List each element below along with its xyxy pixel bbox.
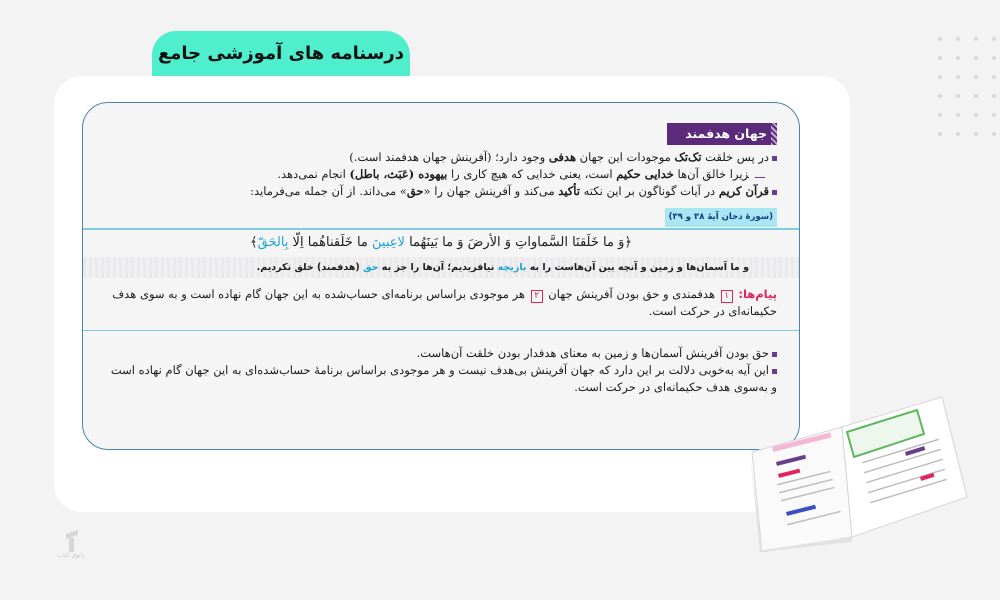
book-page-excerpt — [82, 102, 800, 450]
messages-block: پیام‌ها: ۱ هدفمندی و حق بودن آفرینش جهان ۲ هر موجودی براساس برنامه‌ای حساب‌شده به این جهان گام نهاده است و به سوی هدف حکیمانه‌ای در حرکت است. — [112, 286, 777, 318]
messages-label: پیام‌ها: — [738, 286, 777, 301]
bottom-point-1: حق بودن آفرینش آسمان‌ها و زمین به معنای هدفدار بودن خلقت آن‌هاست. — [105, 345, 777, 362]
bullet-icon — [772, 156, 777, 161]
sub-point-icon: ـــ — [754, 167, 765, 181]
logo-text: پاتوق کتاب — [57, 552, 85, 559]
paragraph-line-1: در پس خلقت تک‌تک موجودات این جهان هدفی وجود دارد؛ (آفرینش جهان هدفمند است.) — [105, 149, 777, 166]
number-badge-2: ۲ — [531, 290, 543, 303]
bullet-icon — [772, 352, 777, 357]
header-tab — [152, 31, 410, 76]
section-title: جهان هدفمند — [667, 123, 777, 145]
number-badge-1: ۱ — [721, 290, 733, 303]
brand-logo — [54, 530, 88, 559]
bullet-icon — [772, 190, 777, 195]
quran-verse: ﴿وَ ما خَلَقنَا السَّماواتِ وَ الأرضَ وَ ما بَینَهُما لاعِبینَ ما خَلَقناهُما اِلّا بِالحَقّ﴾ — [250, 234, 632, 250]
verse-reference-row — [105, 208, 777, 227]
paragraph-line-2: ـــزیرا خالق آن‌ها خدایی حکیم است، یعنی خدایی که هیچ کاری را بیهوده (عَبَث، باطل) انجام نمی‌دهد. — [277, 167, 765, 181]
bullet-icon — [772, 369, 777, 374]
divider — [83, 330, 799, 332]
verse-reference: (سورهٔ دخان آیهٔ ۳۸ و ۳۹) — [665, 208, 777, 227]
bottom-point-2: این آیه به‌خوبی دلالت بر این دارد که جهان آفرینش بی‌هدف نیست و هر موجودی براساس برنامهٔ حساب‌شده‌ای به این جهان گام نهاده است و به‌سوی هدف حکیمانه‌ای در حرکت است. — [110, 363, 777, 394]
open-book-illustration — [742, 392, 972, 552]
verse-translation: و ما آسمان‌ها و زمین و آنچه بین آن‌هاست را به بازیچه نیافریدیم؛ آن‌ها را جز به حق (هدفمند) خلق نکردیم. — [83, 257, 799, 278]
logo-icon — [64, 530, 78, 552]
divider — [83, 228, 799, 230]
decorative-dot-grid — [920, 30, 1000, 150]
paragraph-line-3: قرآن کریم در آیات گوناگون بر این نکته تأکید می‌کند و آفرینش جهان را «حق» می‌داند. از آن جمله می‌فرماید: — [105, 183, 777, 200]
tab-title: درسنامه های آموزشی جامع — [157, 43, 405, 64]
